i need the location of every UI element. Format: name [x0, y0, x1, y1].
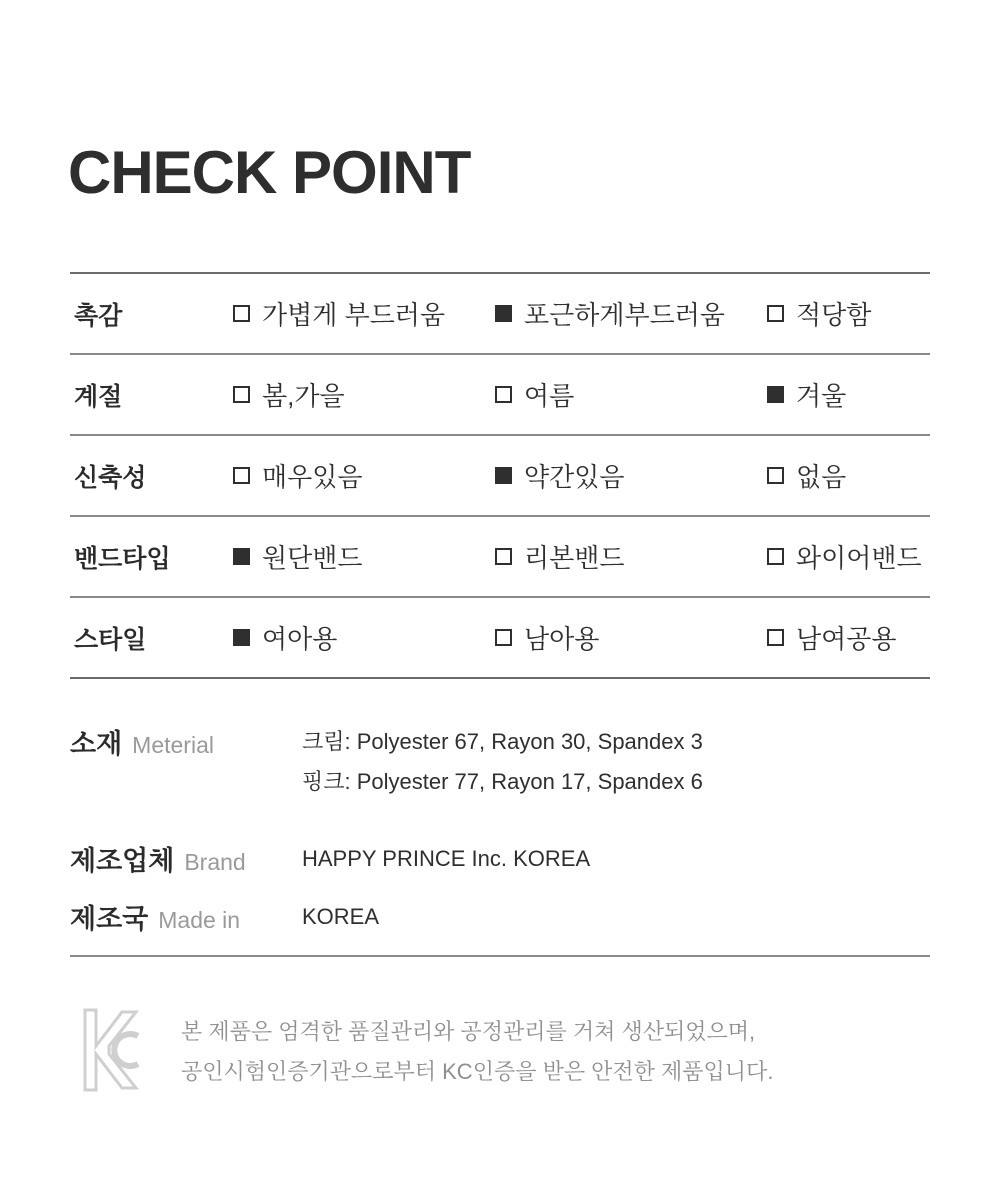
checkbox-unchecked — [495, 548, 512, 565]
option — [233, 619, 337, 656]
row-label: 신축성 — [74, 463, 147, 492]
option-label: 여름 — [524, 381, 575, 411]
option — [495, 376, 574, 413]
origin-label-en: Made in — [158, 907, 241, 933]
checkbox-unchecked — [495, 386, 512, 403]
material-line-pink: 핑크: Polyester 77, Rayon 17, Spandex 6 — [302, 769, 703, 794]
checkbox-checked — [233, 629, 250, 646]
option-label: 남여공용 — [796, 624, 897, 654]
checkbox-unchecked — [233, 305, 250, 322]
brand-label-en: Brand — [184, 849, 246, 875]
option — [767, 457, 846, 494]
origin-value: KOREA — [302, 904, 380, 929]
kc-notice-line: 공인시험인증기관으로부터 KC인증을 받은 안전한 제품입니다. — [181, 1059, 774, 1084]
checkbox-unchecked — [233, 386, 250, 403]
checkbox-unchecked — [767, 305, 784, 322]
option — [495, 295, 725, 332]
option-label: 포근하게부드러움 — [524, 300, 725, 330]
material-label-ko: 소재 — [70, 729, 123, 759]
option — [767, 619, 896, 656]
row-label: 촉감 — [74, 301, 123, 330]
checkbox-unchecked — [767, 548, 784, 565]
material-line-cream: 크림: Polyester 67, Rayon 30, Spandex 3 — [302, 729, 703, 754]
checkpoint-table — [70, 272, 930, 679]
brand-label-ko: 제조업체 — [70, 846, 175, 876]
kc-notice — [181, 1012, 773, 1092]
checkpoint-row-season — [70, 355, 930, 436]
option — [233, 457, 362, 494]
option-label: 겨울 — [796, 381, 847, 411]
checkpoint-row-stretch — [70, 436, 930, 517]
section-divider — [70, 955, 930, 957]
option — [495, 619, 599, 656]
option-label: 남아용 — [524, 624, 600, 654]
checkbox-checked — [495, 467, 512, 484]
option-label: 와이어밴드 — [796, 543, 922, 573]
checkbox-unchecked — [233, 467, 250, 484]
option — [767, 538, 922, 575]
option-label: 약간있음 — [524, 462, 625, 492]
option — [767, 295, 871, 332]
page-title: CHECK POINT — [68, 139, 471, 206]
material-key — [70, 722, 214, 761]
option-label: 가볍게 부드러움 — [262, 300, 446, 330]
origin-key — [70, 897, 240, 936]
option — [233, 295, 445, 332]
origin-label-ko: 제조국 — [70, 904, 149, 934]
material-values — [302, 722, 703, 802]
brand-key — [70, 839, 246, 878]
option-label: 리본밴드 — [524, 543, 625, 573]
row-label: 스타일 — [74, 625, 147, 654]
option — [495, 457, 624, 494]
option — [767, 376, 846, 413]
material-label-en: Meterial — [132, 732, 214, 758]
checkbox-checked — [495, 305, 512, 322]
checkpoint-row-band-type — [70, 517, 930, 598]
option-label: 원단밴드 — [262, 543, 363, 573]
option-label: 매우있음 — [262, 462, 363, 492]
checkpoint-row-style — [70, 598, 930, 679]
option — [233, 538, 362, 575]
checkbox-unchecked — [767, 467, 784, 484]
checkbox-checked — [233, 548, 250, 565]
checkbox-checked — [767, 386, 784, 403]
kc-notice-line: 본 제품은 엄격한 품질관리와 공정관리를 거쳐 생산되었으며, — [181, 1019, 756, 1044]
option-label: 적당함 — [796, 300, 872, 330]
checkpoint-row-texture — [70, 274, 930, 355]
option-label: 봄,가을 — [262, 381, 345, 411]
checkbox-unchecked — [767, 629, 784, 646]
option-label: 없음 — [796, 462, 847, 492]
row-label: 밴드타입 — [74, 544, 171, 573]
kc-certification-icon — [82, 1006, 142, 1094]
row-label: 계절 — [74, 382, 123, 411]
option-label: 여아용 — [262, 624, 338, 654]
checkbox-unchecked — [495, 629, 512, 646]
option — [233, 376, 345, 413]
option — [495, 538, 624, 575]
brand-value: HAPPY PRINCE Inc. KOREA — [302, 846, 591, 871]
